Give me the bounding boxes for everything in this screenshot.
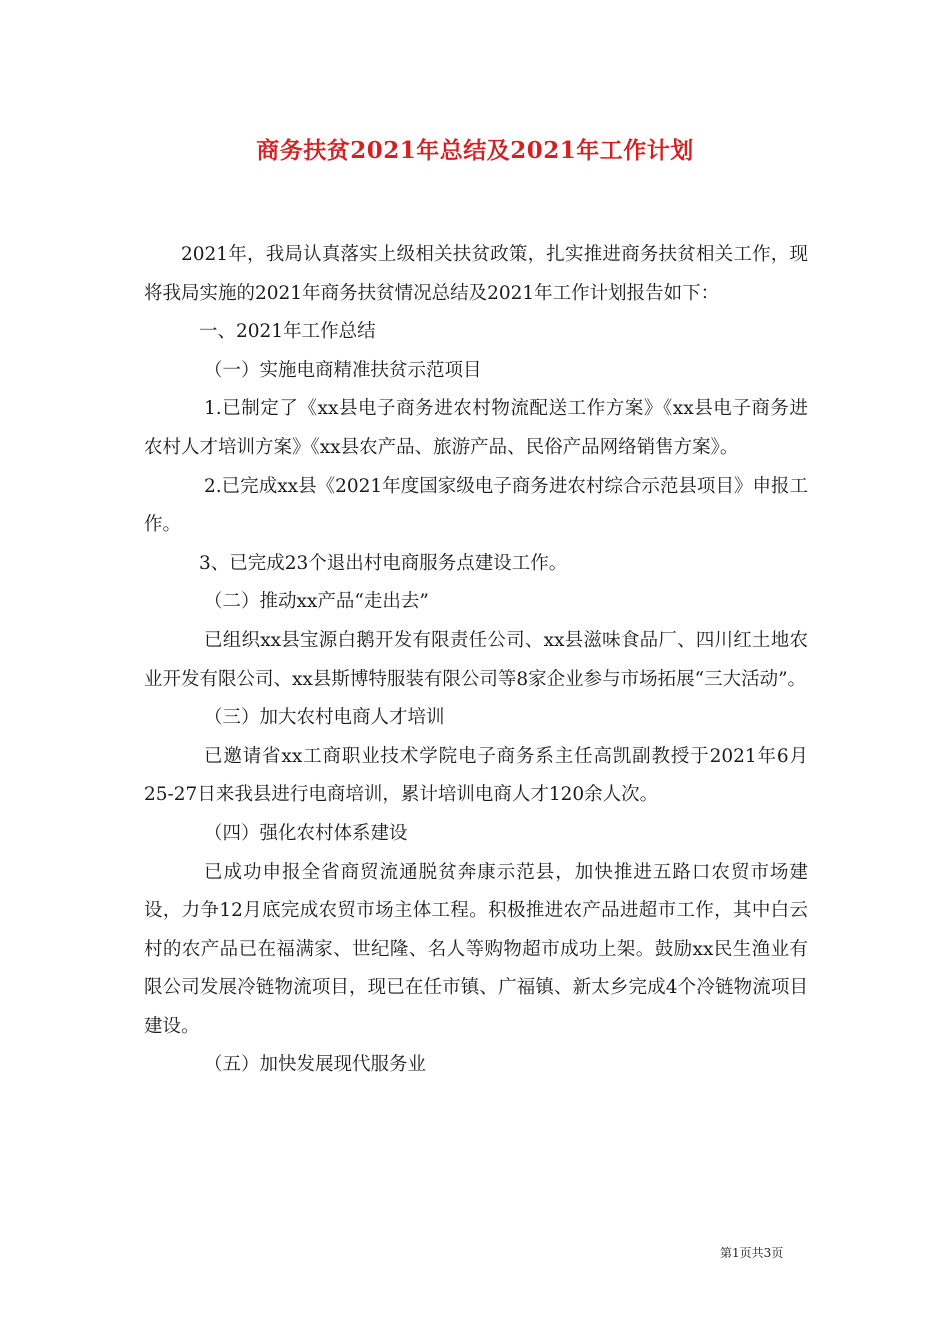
page-title: 商务扶贫2021年总结及2021年工作计划	[256, 137, 694, 164]
paragraph-2: 已组织xx县宝源白鹅开发有限责任公司、xx县滋味食品厂、四川红土地农业开发有限公司、xx县斯博特服装有限公司等8家企业参与市场拓展“三大活动”。	[144, 629, 808, 690]
page-number: 第1页共3页	[720, 1246, 784, 1260]
list-item-1: 1.已制定了《xx县电子商务进农村物流配送工作方案》《xx县电子商务进农村人才培训方案》《xx县农产品、旅游产品、民俗产品网络销售方案》。	[144, 398, 808, 458]
section-heading-summary: 一、2021年工作总结	[199, 321, 376, 343]
list-item-3: 3、已完成23个退出村电商服务点建设工作。	[199, 552, 568, 574]
list-item-2: 2.已完成xx县《2021年度国家级电子商务进农村综合示范县项目》申报工作。	[144, 475, 808, 536]
document-body	[144, 236, 808, 1085]
subsection-heading-1: （一）实施电商精准扶贫示范项目	[204, 359, 482, 381]
paragraph-3: 已邀请省xx工商职业技术学院电子商务系主任高凯副教授于2021年6月25-27日来我县进行电商培训，累计培训电商人才120余人次。	[144, 745, 808, 806]
subsection-heading-4: （四）强化农村体系建设	[204, 822, 408, 844]
intro-paragraph: 2021年，我局认真落实上级相关扶贫政策，扎实推进商务扶贫相关工作，现将我局实施的2021年商务扶贫情况总结及2021年工作计划报告如下：	[144, 244, 808, 304]
paragraph-4: 已成功申报全省商贸流通脱贫奔康示范县，加快推进五路口农贸市场建设，力争12月底完成农贸市场主体工程。积极推进农产品进超市工作，其中白云村的农产品已在福满家、世纪隆、名人等购物超市成功上架。鼓励xx民生渔业有限公司发展冷链物流项目，现已在任市镇、广福镇、新太乡完成4个冷链物流项目建设。	[144, 861, 808, 1037]
subsection-heading-5: （五）加快发展现代服务业	[204, 1054, 427, 1076]
subsection-heading-3: （三）加大农村电商人才培训	[204, 707, 445, 729]
subsection-heading-2: （二）推动xx产品“走出去”	[204, 591, 429, 613]
